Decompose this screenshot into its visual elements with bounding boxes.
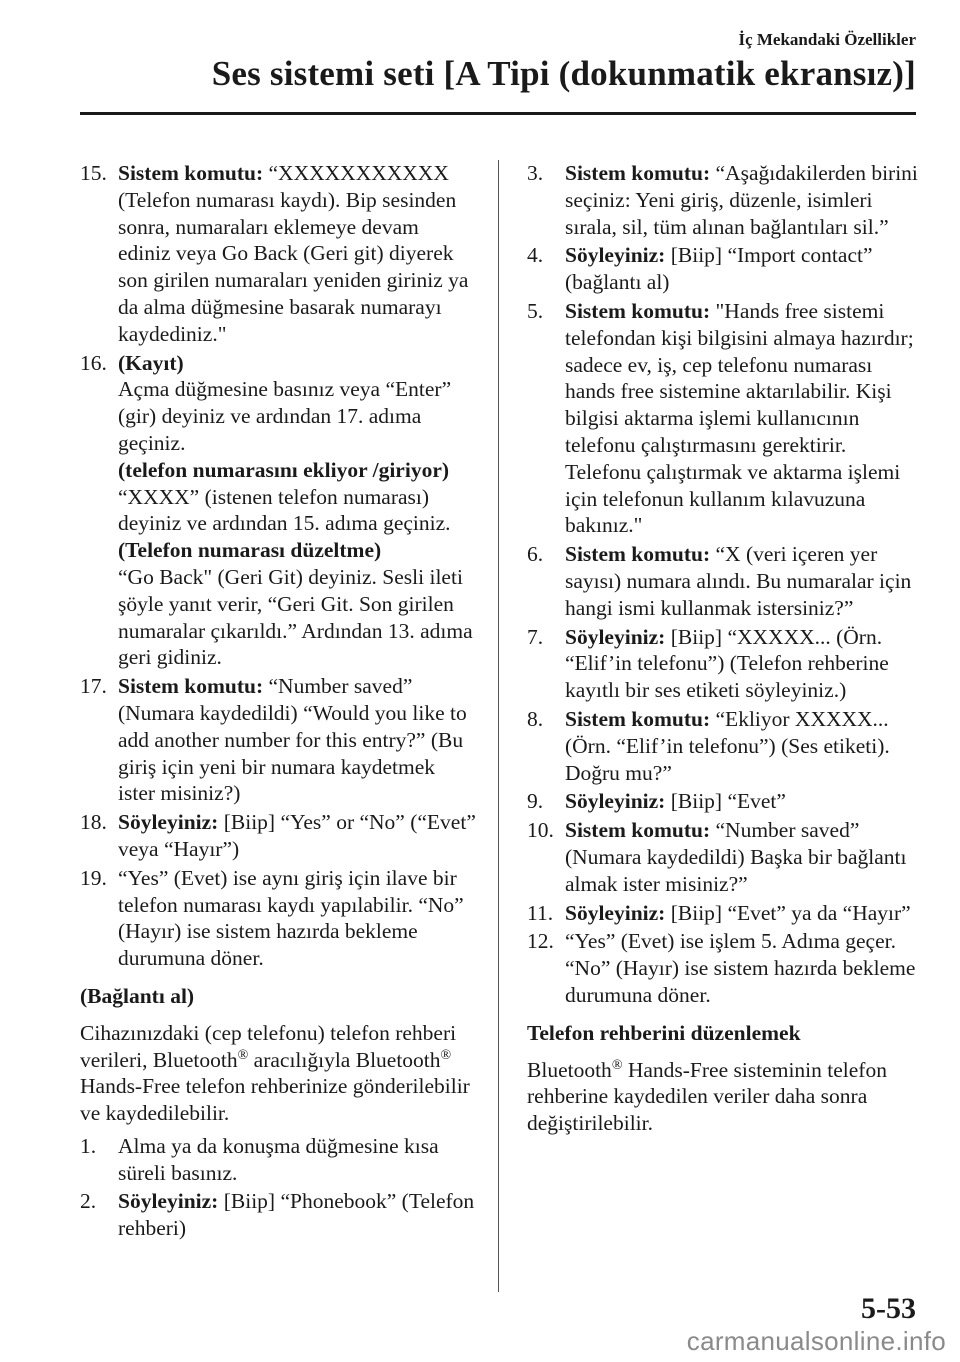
registered-mark: ® xyxy=(440,1047,452,1063)
step-17 xyxy=(80,673,476,807)
step-text: [Biip] “Yes” or “No” (“Evet” veya “Hayır”) xyxy=(118,810,476,861)
step-number: 19. xyxy=(80,865,107,890)
step-lead: Söyleyiniz: xyxy=(565,624,666,649)
registered-mark: ® xyxy=(237,1047,249,1063)
step-text: "Hands free sistemi telefondan kişi bilgisini almaya hazırdır; sadece ev, iş, cep telefonu numarası hands free sistemine aktarılabilir. Kişi bilgisi aktarma işlemi kullanıcının telefonu çalıştırmasını gerektirir. Telefonu çalıştırmak ve aktarma işlemi için telefonun kullanım kılavuzuna bakınız." xyxy=(565,298,914,538)
step-1 xyxy=(80,1133,476,1187)
step-8 xyxy=(527,706,921,786)
registered-mark: ® xyxy=(611,1057,623,1073)
step-2 xyxy=(80,1188,476,1242)
step-text: “Aşağıdakilerden birini seçiniz: Yeni giriş, düzenle, isimleri sırala, sil, tüm alınan bağlantıları sil.” xyxy=(565,161,918,239)
section-label: İç Mekandaki Özellikler xyxy=(738,30,916,49)
step-subheading: (Kayıt) xyxy=(118,350,184,375)
left-column xyxy=(80,160,476,1244)
body-paragraph xyxy=(80,1020,476,1127)
step-11 xyxy=(527,900,921,927)
step-number: 10. xyxy=(527,818,554,843)
step-number: 8. xyxy=(527,706,544,731)
step-18 xyxy=(80,809,476,863)
step-7 xyxy=(527,624,921,704)
step-lead: Sistem komutu: xyxy=(565,542,711,567)
step-number: 12. xyxy=(527,929,554,954)
step-4 xyxy=(527,242,921,296)
step-lead: Sistem komutu: xyxy=(565,818,711,843)
step-19 xyxy=(80,865,476,972)
step-text: [Biip] “Phonebook” (Telefon rehberi) xyxy=(118,1189,475,1241)
step-subheading: (telefon numarasını ekliyor /giriyor) xyxy=(118,457,450,482)
step-number: 11. xyxy=(527,900,554,925)
step-lead: Söyleyiniz: xyxy=(565,243,666,268)
section-heading: Telefon rehberini düzenlemek xyxy=(527,1020,801,1045)
step-number: 3. xyxy=(527,161,544,185)
step-5 xyxy=(527,298,921,539)
page-title: Ses sistemi seti [A Tipi (dokunmatik ekransız)] xyxy=(211,54,916,93)
step-subheading: (Telefon numarası düzeltme) xyxy=(118,538,382,563)
step-12 xyxy=(527,928,921,1008)
step-text: “X (veri içeren yer sayısı) numara alındı. Bu numaralar için hangi ismi kullanmak istersiniz?” xyxy=(565,542,912,620)
step-15 xyxy=(80,160,476,348)
page-number: 5-53 xyxy=(861,1292,916,1325)
body-paragraph xyxy=(527,1057,921,1137)
step-number: 17. xyxy=(80,674,107,699)
step-10 xyxy=(527,817,921,897)
step-text: “Ekliyor XXXXX... (Örn. “Elif’in telefonu”) (Ses etiketi). Doğru mu?” xyxy=(565,706,890,785)
step-text: [Biip] “Evet” ya da “Hayır” xyxy=(670,900,911,925)
step-lead: Sistem komutu: xyxy=(118,674,264,699)
step-lead: Söyleyiniz: xyxy=(118,810,219,835)
step-text: “Number saved” (Numara kaydedildi) “Would you like to add another number for this entry?” (Bu giriş için yeni bir numara kaydetmek ister misiniz?) xyxy=(118,674,467,806)
step-number: 1. xyxy=(80,1133,97,1158)
step-lead: Söyleyiniz: xyxy=(565,789,666,814)
step-text: Açma düğmesine basınız veya “Enter” (gir) deyiniz ve ardından 17. adıma geçiniz. xyxy=(118,377,452,455)
step-9 xyxy=(527,788,921,815)
step-number: 18. xyxy=(80,810,107,835)
step-text: “Number saved” (Numara kaydedildi) Başka bir bağlantı almak ister misiniz?” xyxy=(565,818,907,896)
step-number: 2. xyxy=(80,1189,97,1214)
step-lead: Söyleyiniz: xyxy=(118,1189,219,1214)
header-rule xyxy=(80,112,916,115)
step-number: 9. xyxy=(527,789,544,814)
step-text: “Yes” (Evet) ise aynı giriş için ilave bir telefon numarası kaydı yapılabilir. “No” (Hayır) ise sistem hazırda bekleme durumuna döner. xyxy=(118,865,464,971)
step-number: 4. xyxy=(527,243,544,268)
step-16 xyxy=(80,350,476,672)
step-text: “Yes” (Evet) ise işlem 5. Adıma geçer. “No” (Hayır) ise sistem hazırda bekleme durumuna döner. xyxy=(565,929,916,1007)
step-text: [Biip] “Import contact” (bağlantı al) xyxy=(565,243,873,295)
paragraph-text: Hands-Free telefon rehberinize gönderilebilir ve kaydedilebilir. xyxy=(80,1074,470,1126)
step-number: 16. xyxy=(80,350,107,375)
step-text: [Biip] “Evet” xyxy=(670,789,786,814)
step-lead: Sistem komutu: xyxy=(565,298,711,323)
step-text: “XXXXXXXXXXX (Telefon numarası kaydı). Bip sesinden sonra, numaraları eklemeye devam ediniz veya Go Back (Geri git) diyerek son girilen numaraları yeniden giriniz ya da alma düğmesine basarak numarayı kaydediniz." xyxy=(118,161,469,346)
paragraph-text: Hands-Free sisteminin telefon rehberine kaydedilen veriler daha sonra değiştirilebilir. xyxy=(527,1057,887,1136)
section-heading: (Bağlantı al) xyxy=(80,983,195,1008)
step-text: “XXXX” (istenen telefon numarası) deyiniz ve ardından 15. adıma geçiniz. xyxy=(118,484,451,536)
watermark: carmanualsonline.info xyxy=(686,1326,946,1356)
step-lead: Sistem komutu: xyxy=(565,161,711,185)
step-lead: Sistem komutu: xyxy=(118,161,264,185)
paragraph-text: Bluetooth xyxy=(527,1057,612,1082)
step-number: 7. xyxy=(527,624,544,649)
step-6 xyxy=(527,541,921,621)
step-number: 6. xyxy=(527,542,544,567)
step-lead: Sistem komutu: xyxy=(565,706,711,731)
step-text: “Go Back" (Geri Git) deyiniz. Sesli ileti şöyle yanıt verir, “Geri Git. Son girilen numaralar çıkarıldı.” Ardından 13. adıma geri gidiniz. xyxy=(118,564,473,670)
step-text: Alma ya da konuşma düğmesine kısa süreli basınız. xyxy=(118,1133,439,1185)
column-divider xyxy=(498,160,499,1292)
paragraph-text: aracılığıyla Bluetooth xyxy=(248,1047,441,1072)
right-column xyxy=(527,160,921,1139)
paragraph-text: Cihazınızdaki (cep telefonu) telefon rehberi verileri, Bluetooth xyxy=(80,1020,457,1072)
step-number: 15. xyxy=(80,161,107,185)
step-3 xyxy=(527,160,921,240)
step-text: [Biip] “XXXXX... (Örn. “Elif’in telefonu”) (Telefon rehberine kayıtlı bir ses etiketi söyleyiniz.) xyxy=(565,624,889,703)
step-lead: Söyleyiniz: xyxy=(565,900,666,925)
step-number: 5. xyxy=(527,298,544,323)
